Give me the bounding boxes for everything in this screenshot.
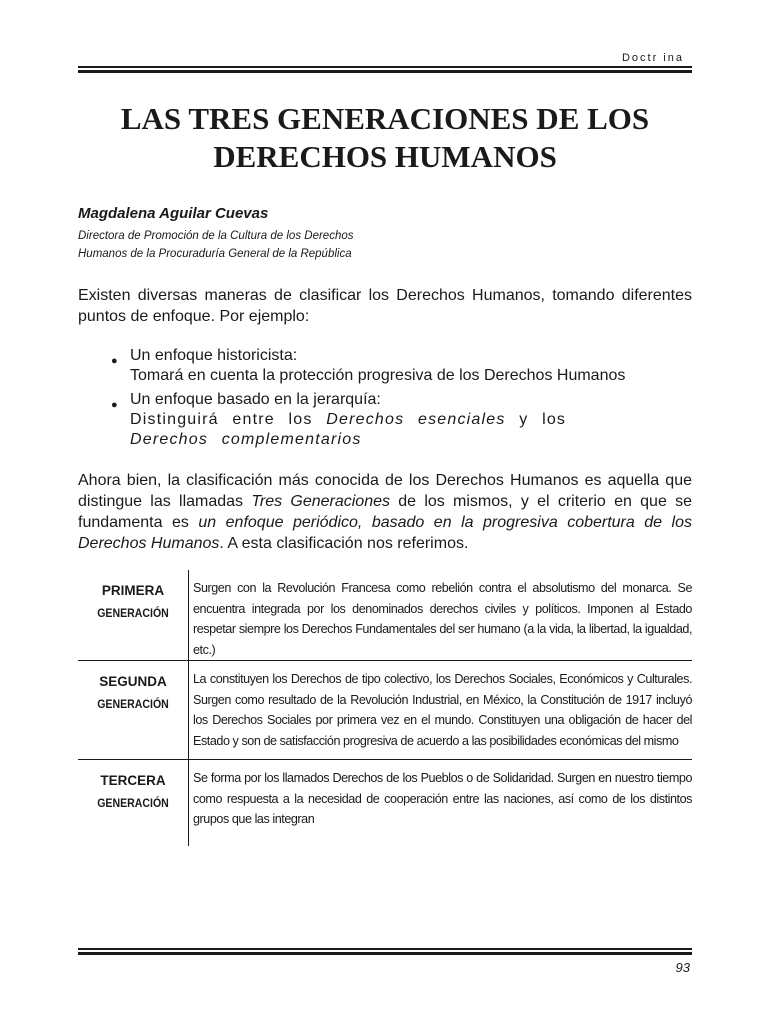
footer-rule — [78, 948, 692, 955]
approach-list — [108, 346, 656, 454]
generation-ordinal: PRIMERA — [101, 583, 165, 598]
list-item-desc: Tomará en cuenta la protección progresiva de los Derechos Humanos — [130, 367, 626, 384]
generation-word: GENERACIÓN — [97, 606, 169, 620]
author-affiliation — [78, 227, 498, 263]
section-label: Doctr ina — [621, 52, 684, 64]
table-row — [78, 661, 692, 760]
header-rule — [78, 66, 692, 73]
paragraph-emphasis: Tres Generaciones — [251, 493, 391, 510]
list-item-label: Un enfoque basado en la jerarquía: — [130, 391, 381, 408]
generation-description: Surgen con la Revolución Francesa como rebelión contra el absolutismo del monarca. Se encuentra integrada por los denominados derechos civiles y políticos. Imponen al Estado respetar siempre los Derechos Fundamentales del ser humano (a la vida, la libertad, la igualdad, etc.) — [188, 570, 692, 660]
list-item — [108, 346, 656, 386]
generation-label — [78, 661, 188, 759]
list-item — [108, 390, 656, 450]
bullet-icon: ● — [111, 399, 118, 411]
generation-ordinal: TERCERA — [100, 773, 166, 788]
author-name: Magdalena Aguilar Cuevas — [78, 205, 269, 222]
desc-text: y los — [505, 411, 567, 428]
affiliation-line-2: Humanos de la Procuraduría General de la República — [78, 248, 352, 260]
desc-emphasis: Derechos complementarios — [130, 431, 362, 448]
paragraph-text: de los mismos, y el criterio en que se fundamenta es — [78, 493, 693, 531]
page-number: 93 — [675, 960, 690, 975]
generations-table — [78, 570, 692, 846]
paragraph-text: . A esta clasificación nos referimos. — [219, 535, 469, 552]
generation-description: Se forma por los llamados Derechos de los Pueblos o de Solidaridad. Surgen en nuestro tiempo como respuesta a la necesidad de cooperación entre las naciones, así como de los distintos grupos que las integran — [188, 760, 692, 846]
classification-paragraph — [78, 470, 692, 554]
table-row — [78, 570, 692, 661]
generation-description: La constituyen los Derechos de tipo colectivo, los Derechos Sociales, Económicos y Culturales. Surgen como resultado de la Revolución Industrial, en México, la Constitución de 1917 incluyó los Derechos Sociales por primera vez en el mundo. Constituyen una obligación de hacer del Estado y son de satisfacción progresiva de acuerdo a las posibilidades económicas del mismo — [188, 661, 692, 759]
generation-word: GENERACIÓN — [97, 697, 169, 711]
bullet-icon: ● — [111, 355, 118, 367]
generation-label — [78, 760, 188, 846]
generation-label — [78, 570, 188, 660]
paragraph-text: Ahora bien, la clasificación más conocida de los Derechos Humanos es aquella que distingue las llamadas — [78, 472, 692, 510]
list-item-label: Un enfoque historicista: — [130, 347, 298, 364]
desc-text: Distinguirá entre los — [130, 411, 327, 428]
generation-word: GENERACIÓN — [97, 796, 169, 810]
desc-emphasis: Derechos esenciales — [326, 411, 506, 428]
intro-paragraph: Existen diversas maneras de clasificar los Derechos Humanos, tomando diferentes puntos de enfoque. Por ejemplo: — [78, 287, 692, 325]
affiliation-line-1: Directora de Promoción de la Cultura de los Derechos — [78, 230, 354, 242]
paragraph-emphasis: un enfoque periódico, basado en la progresiva cobertura de los Derechos Humanos — [78, 514, 692, 552]
generation-ordinal: SEGUNDA — [99, 674, 167, 689]
table-row — [78, 760, 692, 846]
title-line-1: LAS TRES GENERACIONES DE LOS — [120, 101, 650, 136]
article-title — [78, 100, 692, 176]
list-item-desc — [130, 410, 656, 450]
title-line-2: DERECHOS HUMANOS — [213, 139, 557, 174]
